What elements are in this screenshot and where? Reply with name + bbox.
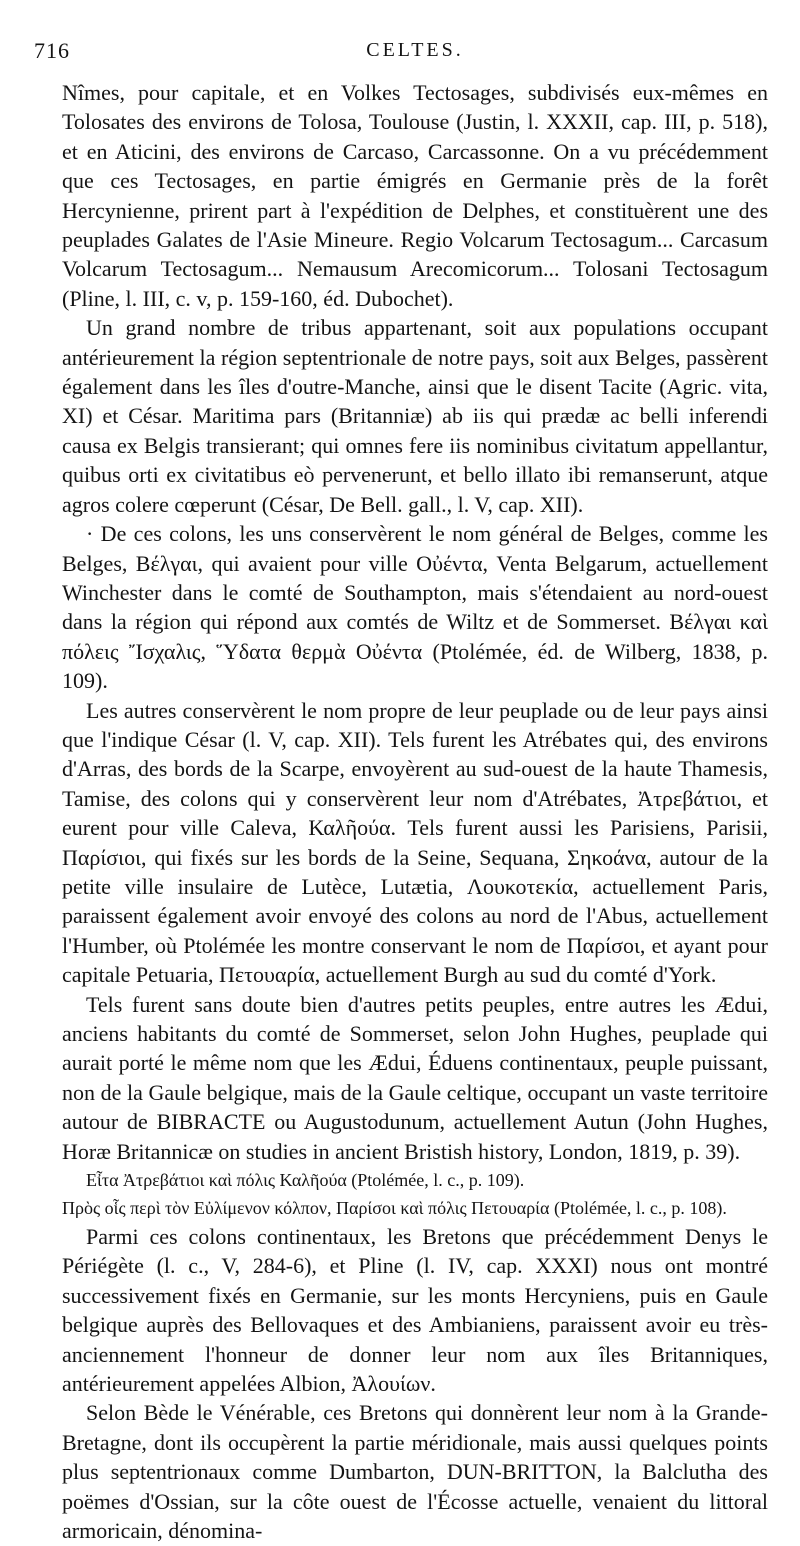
citation-ptolemee-108: Πρὸς οἷς περὶ τὸν Εὐλίμενον κόλπον, Παρίσοι καὶ πόλις Πετουαρία (Ptolémée, l. c., p. 108). <box>62 1198 727 1219</box>
paragraph-bretons: Parmi ces colons continentaux, les Bretons que précédemment Denys le Périégète (l. c., V, 284-6), et Pline (l. IV, cap. XXXI) nous ont montré successivement fixés en Germanie, sur les monts Hercyniens, puis en Gaule belgique auprès des Bellovaques et des Ambianiens, paraissent avoir eu très-anciennement l'honneur de donner leur nom aux îles Britanniques, antérieurement appelées Albion, Ἀλουίων. <box>62 1224 768 1397</box>
paragraph-tribus: Un grand nombre de tribus appartenant, soit aux populations occupant antérieurement la région septentrionale de notre pays, soit aux Belges, passèrent également dans les îles d'outre-Manche, ainsi que le disent Tacite (Agric. vita, XI) et César. Maritima pars (Britanniæ) ab iis qui prædæ ac belli inferendi causa ex Belgis transierant; qui omnes fere iis nominibus civitatum appellantur, quibus orti ex civitatibus eò pervenerunt, et bello illato ibi remanserunt, atque agros colere cœperunt (César, De Bell. gall., l. V, cap. XII). <box>62 315 768 517</box>
paragraph-atrebates: Les autres conservèrent le nom propre de leur peuplade ou de leur pays ainsi que l'indique César (l. V, cap. XII). Tels furent les Atrébates qui, des environs d'Arras, des bords de la Scarpe, envoyèrent au sud-ouest de la haute Thamesis, Tamise, des colons qui y conservèrent leur nom d'Atrébates, Ἀτρεβάτιοι, et eurent pour ville Caleva, Καλῆούα. Tels furent aussi les Parisiens, Parisii, Παρίσιοι, qui fixés sur les bords de la Seine, Sequana, Σηκοάνα, autour de la petite ville insulaire de Lutèce, Lutætia, Λουκοτεκία, actuellement Paris, paraissent également avoir envoyé des colons au nord de l'Abus, actuellement l'Humber, où Ptolémée les montre conservant le nom de Παρίσοι, et ayant pour capitale Petuaria, Πετουαρία, actuellement Burgh au sud du comté d'York. <box>62 697 768 988</box>
citation-ptolemee-109: Εἶτα Ἀτρεβάτιοι καὶ πόλις Καλῆούα (Ptolémée, l. c., p. 109). <box>86 1170 525 1191</box>
paragraph-bede: Selon Bède le Vénérable, ces Bretons qui donnèrent leur nom à la Grande-Bretagne, dont ils occupèrent la partie méridionale, mais aussi quelques points plus septentrionaux comme Dumbarton, DUN-BRITTON, la Balclutha des poëmes d'Ossian, sur la côte ouest de l'Écosse actuelle, venaient du littoral armoricain, dénomina- <box>62 1400 768 1544</box>
page <box>34 36 768 1546</box>
paragraph-belges: · De ces colons, les uns conservèrent le nom général de Belges, comme les Belges, Βέλγαι, qui avaient pour ville Οὐέντα, Venta Belgarum, actuellement Winchester dans le comté de Southampton, mais s'étendaient au nord-ouest dans la région qui répond aux comtés de Wiltz et de Sommerset. Βέλγαι καὶ πόλεις Ἴσχαλις, Ὕδατα θερμὰ Οὐέντα (Ptolémée, éd. de Wilberg, 1838, p. 109). <box>62 521 768 694</box>
page-header <box>34 36 768 66</box>
page-number: 716 <box>34 38 70 63</box>
running-title: CELTES. <box>366 39 464 61</box>
paragraph-nimes: Nîmes, pour capitale, et en Volkes Tectosages, subdivisés eux-mêmes en Tolosates des environs de Tolosa, Toulouse (Justin, l. XXXII, cap. III, p. 518), et en Aticini, des environs de Carcaso, Carcassonne. On a vu précédemment que ces Tectosages, en partie émigrés en Germanie près de la forêt Hercynienne, prirent part à l'expédition de Delphes, et constituèrent une des peuplades Galates de l'Asie Mineure. Regio Volcarum Tectosagum... Carcasum Volcarum Tectosagum... Nemausum Arecomicorum... Tolosani Tectosagum (Pline, l. III, c. v, p. 159-160, éd. Dubochet). <box>62 80 768 311</box>
paragraph-aedui: Tels furent sans doute bien d'autres petits peuples, entre autres les Ædui, anciens habitants du comté de Sommerset, selon John Hughes, peuplade qui aurait porté le même nom que les Ædui, Éduens continentaux, peuple puissant, non de la Gaule belgique, mais de la Gaule celtique, occupant un vaste territoire autour de BIBRACTE ou Augustodunum, actuellement Autun (John Hughes, Horæ Britannicæ on studies in ancient Bristish history, London, 1819, p. 39). <box>62 991 768 1164</box>
